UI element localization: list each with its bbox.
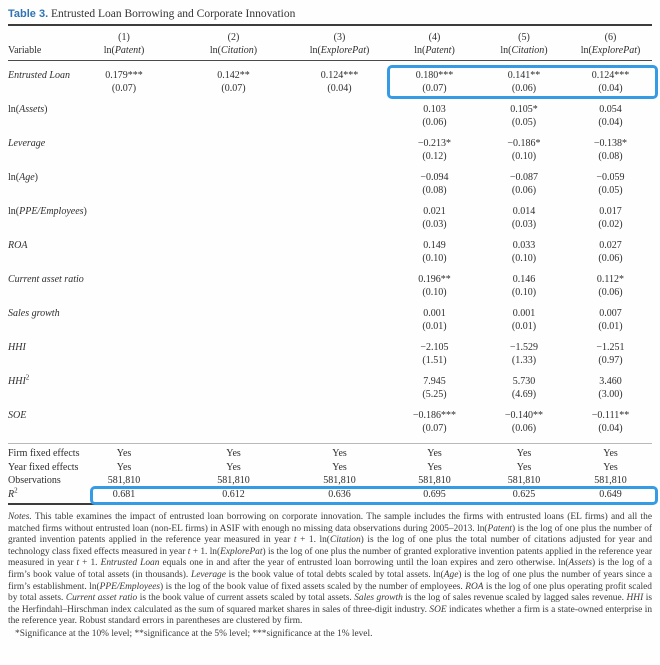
coef-cell: 0.001 bbox=[512, 308, 536, 319]
se-cell: (0.10) bbox=[422, 253, 447, 264]
coef-cell: 0.054 bbox=[599, 104, 622, 115]
column-header-3: ln(ExplorePat) bbox=[289, 44, 390, 61]
row-label-spacer bbox=[8, 116, 70, 137]
row-label: SOE bbox=[8, 410, 27, 421]
row-label-spacer bbox=[8, 82, 70, 103]
summary-value: Yes bbox=[479, 444, 569, 461]
coef-cell bbox=[178, 137, 289, 150]
coef-cell bbox=[70, 341, 178, 354]
summary-value: Yes bbox=[603, 461, 618, 473]
column-number-1: (1) bbox=[70, 25, 178, 44]
summary-label: $R^2$ bbox=[8, 488, 70, 505]
coef-cell bbox=[70, 103, 178, 116]
row-label: HHI bbox=[8, 342, 26, 353]
se-cell: (0.01) bbox=[511, 321, 537, 332]
coef-cell bbox=[70, 273, 178, 286]
coef-cell: 0.141** bbox=[507, 70, 541, 81]
summary-value: 0.612 bbox=[178, 488, 289, 505]
coef-cell bbox=[178, 171, 289, 184]
coef-cell: 0.179*** bbox=[105, 70, 143, 81]
summary-label: Year fixed effects bbox=[8, 461, 79, 473]
se-cell bbox=[70, 388, 178, 409]
summary-value: Yes bbox=[332, 461, 347, 473]
summary-value: Yes bbox=[427, 461, 442, 473]
row-label-spacer bbox=[8, 286, 70, 307]
summary-value: Yes bbox=[289, 444, 390, 461]
coef-cell bbox=[289, 137, 390, 150]
summary-value: Yes bbox=[569, 444, 652, 461]
se-cell bbox=[178, 252, 289, 273]
coef-cell: 0.142** bbox=[217, 70, 250, 81]
column-header-6: ln(ExplorePat) bbox=[569, 44, 652, 61]
table-summary-rows bbox=[8, 444, 652, 505]
se-cell: (0.03) bbox=[511, 219, 537, 230]
row-label-spacer bbox=[8, 354, 70, 375]
row-label-spacer bbox=[8, 252, 70, 273]
summary-value: Yes bbox=[390, 444, 479, 461]
row-label-spacer bbox=[8, 150, 70, 171]
se-cell bbox=[70, 252, 178, 273]
coef-cell: 0.105* bbox=[510, 104, 538, 115]
se-cell bbox=[70, 218, 178, 239]
summary-value: 0.625 bbox=[479, 488, 569, 505]
coef-cell: −0.094 bbox=[420, 172, 449, 183]
se-cell: (0.12) bbox=[422, 151, 447, 162]
se-cell: (0.07) bbox=[422, 423, 447, 434]
coef-cell bbox=[289, 103, 390, 116]
coef-cell bbox=[289, 375, 390, 388]
summary-value: Yes bbox=[116, 461, 132, 473]
se-cell bbox=[289, 252, 390, 273]
se-cell: (1.51) bbox=[422, 355, 447, 366]
coef-cell bbox=[70, 307, 178, 320]
se-cell bbox=[178, 354, 289, 375]
coef-cell bbox=[70, 409, 178, 422]
se-cell bbox=[70, 150, 178, 171]
se-cell bbox=[289, 422, 390, 444]
se-cell: (5.25) bbox=[422, 389, 447, 400]
coef-cell: −0.186* bbox=[507, 138, 541, 149]
column-header-variable: Variable bbox=[8, 44, 70, 61]
coef-cell bbox=[178, 307, 289, 320]
column-header-4: ln(Patent) bbox=[390, 44, 479, 61]
se-cell: (0.04) bbox=[598, 83, 623, 94]
coef-cell: −2.105 bbox=[420, 342, 449, 353]
coef-cell: 0.007 bbox=[599, 308, 622, 319]
coef-cell bbox=[178, 273, 289, 286]
coef-cell: −0.140** bbox=[504, 410, 544, 421]
table-number: Table 3. bbox=[8, 8, 49, 20]
summary-value: 581,810 bbox=[107, 475, 141, 486]
regression-table bbox=[8, 24, 652, 505]
column-number-4: (4) bbox=[390, 25, 479, 44]
se-cell bbox=[178, 218, 289, 239]
se-cell bbox=[178, 422, 289, 444]
se-cell bbox=[289, 150, 390, 171]
coef-cell: 0.196** bbox=[418, 274, 451, 285]
se-cell: (0.10) bbox=[422, 287, 447, 298]
se-cell: (0.10) bbox=[511, 287, 537, 298]
coef-cell: 5.730 bbox=[512, 376, 536, 387]
coef-cell: −0.213* bbox=[417, 138, 452, 149]
se-cell: (0.01) bbox=[422, 321, 447, 332]
coef-cell: −1.251 bbox=[596, 342, 625, 353]
column-number-5: (5) bbox=[479, 25, 569, 44]
coef-cell: −0.111** bbox=[591, 410, 630, 421]
column-number-3: (3) bbox=[289, 25, 390, 44]
coef-cell: −0.087 bbox=[509, 172, 539, 183]
row-label: Sales growth bbox=[8, 308, 60, 319]
row-label: Entrusted Loan bbox=[8, 70, 70, 81]
se-cell: (0.08) bbox=[422, 185, 447, 196]
se-cell bbox=[178, 388, 289, 409]
column-header-1: ln(Patent) bbox=[70, 44, 178, 61]
se-cell: (0.06) bbox=[511, 423, 537, 434]
column-number-6: (6) bbox=[569, 25, 652, 44]
column-header-2: ln(Citation) bbox=[178, 44, 289, 61]
coef-cell bbox=[289, 273, 390, 286]
summary-value: 581,810 bbox=[594, 475, 627, 486]
se-cell: (0.06) bbox=[598, 253, 623, 264]
coef-cell: −0.059 bbox=[596, 172, 625, 183]
se-cell: (0.06) bbox=[422, 117, 447, 128]
se-cell bbox=[289, 218, 390, 239]
row-label: Current asset ratio bbox=[8, 274, 84, 285]
se-cell bbox=[70, 184, 178, 205]
summary-value: Yes bbox=[178, 444, 289, 461]
column-header-5: ln(Citation) bbox=[479, 44, 569, 61]
column-header-spacer bbox=[8, 25, 70, 44]
coef-cell: −0.186*** bbox=[412, 410, 457, 421]
se-cell: (0.10) bbox=[511, 151, 537, 162]
summary-value: Yes bbox=[516, 461, 532, 473]
coef-cell bbox=[70, 171, 178, 184]
coef-cell bbox=[178, 409, 289, 422]
row-label-spacer bbox=[8, 218, 70, 239]
coef-cell: 0.014 bbox=[512, 206, 536, 217]
se-cell bbox=[178, 116, 289, 137]
coef-cell: 0.027 bbox=[599, 240, 622, 251]
summary-label: Firm fixed effects bbox=[8, 444, 70, 461]
table-caption: Entrusted Loan Borrowing and Corporate Innovation bbox=[51, 8, 296, 20]
row-label: Leverage bbox=[8, 138, 46, 149]
coef-cell bbox=[178, 239, 289, 252]
coef-cell: 0.001 bbox=[423, 308, 446, 319]
se-cell: (0.07) bbox=[221, 83, 246, 94]
coef-cell: 0.149 bbox=[423, 240, 446, 251]
row-label-spacer bbox=[8, 184, 70, 205]
se-cell bbox=[70, 286, 178, 307]
coef-cell: 0.112* bbox=[596, 274, 625, 285]
coef-cell: −1.529 bbox=[509, 342, 539, 353]
se-cell: (0.05) bbox=[511, 117, 537, 128]
se-cell bbox=[70, 116, 178, 137]
row-label: HHI$^2$ bbox=[8, 373, 30, 387]
row-label: ln(Age) bbox=[8, 172, 38, 183]
se-cell bbox=[289, 388, 390, 409]
se-cell bbox=[289, 184, 390, 205]
coef-cell: 0.180*** bbox=[415, 70, 454, 81]
row-label-spacer bbox=[8, 388, 70, 409]
se-cell: (0.06) bbox=[511, 185, 537, 196]
coef-cell: 0.124*** bbox=[320, 70, 359, 81]
summary-value: 581,810 bbox=[507, 475, 541, 486]
row-label: ln(Assets) bbox=[8, 104, 48, 115]
coef-cell bbox=[70, 239, 178, 252]
coef-cell: 0.124*** bbox=[591, 70, 630, 81]
summary-value: 0.695 bbox=[390, 488, 479, 505]
coef-cell bbox=[178, 205, 289, 218]
row-label-spacer bbox=[8, 422, 70, 444]
summary-value: 581,810 bbox=[418, 475, 451, 486]
row-label: ln(PPE/Employees) bbox=[8, 206, 87, 217]
table-notes: Notes. This table examines the impact of entrusted loan borrowing on corporate innovation. The sample includes the firms with entrusted loans (EL firms) and all the matched firms without entrusted loan (non-EL firms) in ASIF with enough no missing data observations during 2005–2013. ln(Patent) is the log of one plus the number of granted invention patents applied in the reference year measured in year t + 1. ln(Citation) is the log of one plus the total number of citations adjusted for year and technology class fixed effects measured in year t + 1. ln(ExplorePat) is the log of one plus the number of granted explorative invention patents applied in the reference year measured in year t + 1. Entrusted Loan equals one in and after the year of entrusted loan borrowing until the loan expires and zero otherwise. ln(Assets) is the log of a firm’s book value of total assets (in thousands). Leverage is the book value of total debts scaled by total assets. ln(Age) is the log of one plus the number of years since a firm’s establishment. ln(PPE/Employees) is the log of the book value of fixed assets scaled by the number of employees. ROA is the log of one plus operating profit scaled by total assets. Current asset ratio is the book value of current assets scaled by total assets. Sales growth is the log of sales revenue scaled by lagged sales revenue. HHI is the Herfindahl–Hirschman index calculated as the sum of squared market shares in sales of three-digit industry. SOE indicates whether a firm is a state-owned enterprise in the reference year. Robust standard errors in parentheses are clustered by firm. bbox=[8, 512, 653, 627]
coef-cell bbox=[289, 239, 390, 252]
coef-cell bbox=[289, 171, 390, 184]
se-cell: (3.00) bbox=[598, 389, 623, 400]
se-cell: (0.06) bbox=[511, 83, 537, 94]
se-cell: (0.97) bbox=[598, 355, 623, 366]
se-cell bbox=[178, 150, 289, 171]
summary-value: 0.649 bbox=[569, 488, 652, 505]
se-cell bbox=[178, 286, 289, 307]
se-cell: (0.10) bbox=[511, 253, 537, 264]
coef-cell: −0.138* bbox=[593, 138, 628, 149]
summary-value: 581,810 bbox=[217, 475, 250, 486]
coef-cell: 7.945 bbox=[423, 376, 446, 387]
coef-cell: 0.103 bbox=[423, 104, 446, 115]
se-cell: (1.33) bbox=[511, 355, 537, 366]
coef-cell: 0.021 bbox=[423, 206, 446, 217]
coef-cell bbox=[289, 341, 390, 354]
coef-cell: 0.146 bbox=[512, 274, 536, 285]
se-cell bbox=[289, 320, 390, 341]
summary-value: Yes bbox=[226, 461, 241, 473]
se-cell: (0.07) bbox=[422, 83, 447, 94]
se-cell: (0.04) bbox=[598, 117, 623, 128]
coef-cell bbox=[178, 103, 289, 116]
table-header bbox=[8, 25, 652, 61]
se-cell: (0.02) bbox=[598, 219, 623, 230]
se-cell bbox=[289, 354, 390, 375]
summary-label: Observations bbox=[8, 475, 61, 486]
coef-cell bbox=[70, 375, 178, 388]
table-variable-rows bbox=[8, 61, 652, 444]
coef-cell: 0.033 bbox=[512, 240, 536, 251]
se-cell: (0.07) bbox=[111, 83, 137, 94]
se-cell bbox=[70, 354, 178, 375]
se-cell bbox=[70, 422, 178, 444]
se-cell: (0.01) bbox=[598, 321, 623, 332]
se-cell bbox=[70, 320, 178, 341]
coef-cell bbox=[289, 307, 390, 320]
row-label: ROA bbox=[8, 240, 28, 251]
table-title bbox=[0, 0, 660, 21]
se-cell: (0.04) bbox=[598, 423, 623, 434]
se-cell: (0.08) bbox=[598, 151, 623, 162]
row-label-spacer bbox=[8, 320, 70, 341]
coef-cell bbox=[289, 409, 390, 422]
se-cell bbox=[178, 184, 289, 205]
se-cell: (4.69) bbox=[511, 389, 537, 400]
se-cell: (0.06) bbox=[598, 287, 623, 298]
se-cell: (0.05) bbox=[598, 185, 623, 196]
se-cell: (0.04) bbox=[327, 83, 352, 94]
coef-cell bbox=[178, 341, 289, 354]
se-cell bbox=[289, 116, 390, 137]
coef-cell bbox=[289, 205, 390, 218]
coef-cell: 0.017 bbox=[599, 206, 622, 217]
se-cell bbox=[289, 286, 390, 307]
significance-note: *Significance at the 10% level; **significance at the 5% level; ***significance at the 1% level. bbox=[15, 628, 373, 639]
se-cell bbox=[178, 320, 289, 341]
summary-value: 0.636 bbox=[289, 488, 390, 505]
coef-cell bbox=[178, 375, 289, 388]
coef-cell bbox=[70, 137, 178, 150]
summary-value: Yes bbox=[70, 444, 178, 461]
column-number-2: (2) bbox=[178, 25, 289, 44]
summary-value: 581,810 bbox=[323, 475, 356, 486]
coef-cell: 3.460 bbox=[599, 376, 622, 387]
se-cell: (0.03) bbox=[422, 219, 447, 230]
summary-value: 0.681 bbox=[70, 488, 178, 505]
